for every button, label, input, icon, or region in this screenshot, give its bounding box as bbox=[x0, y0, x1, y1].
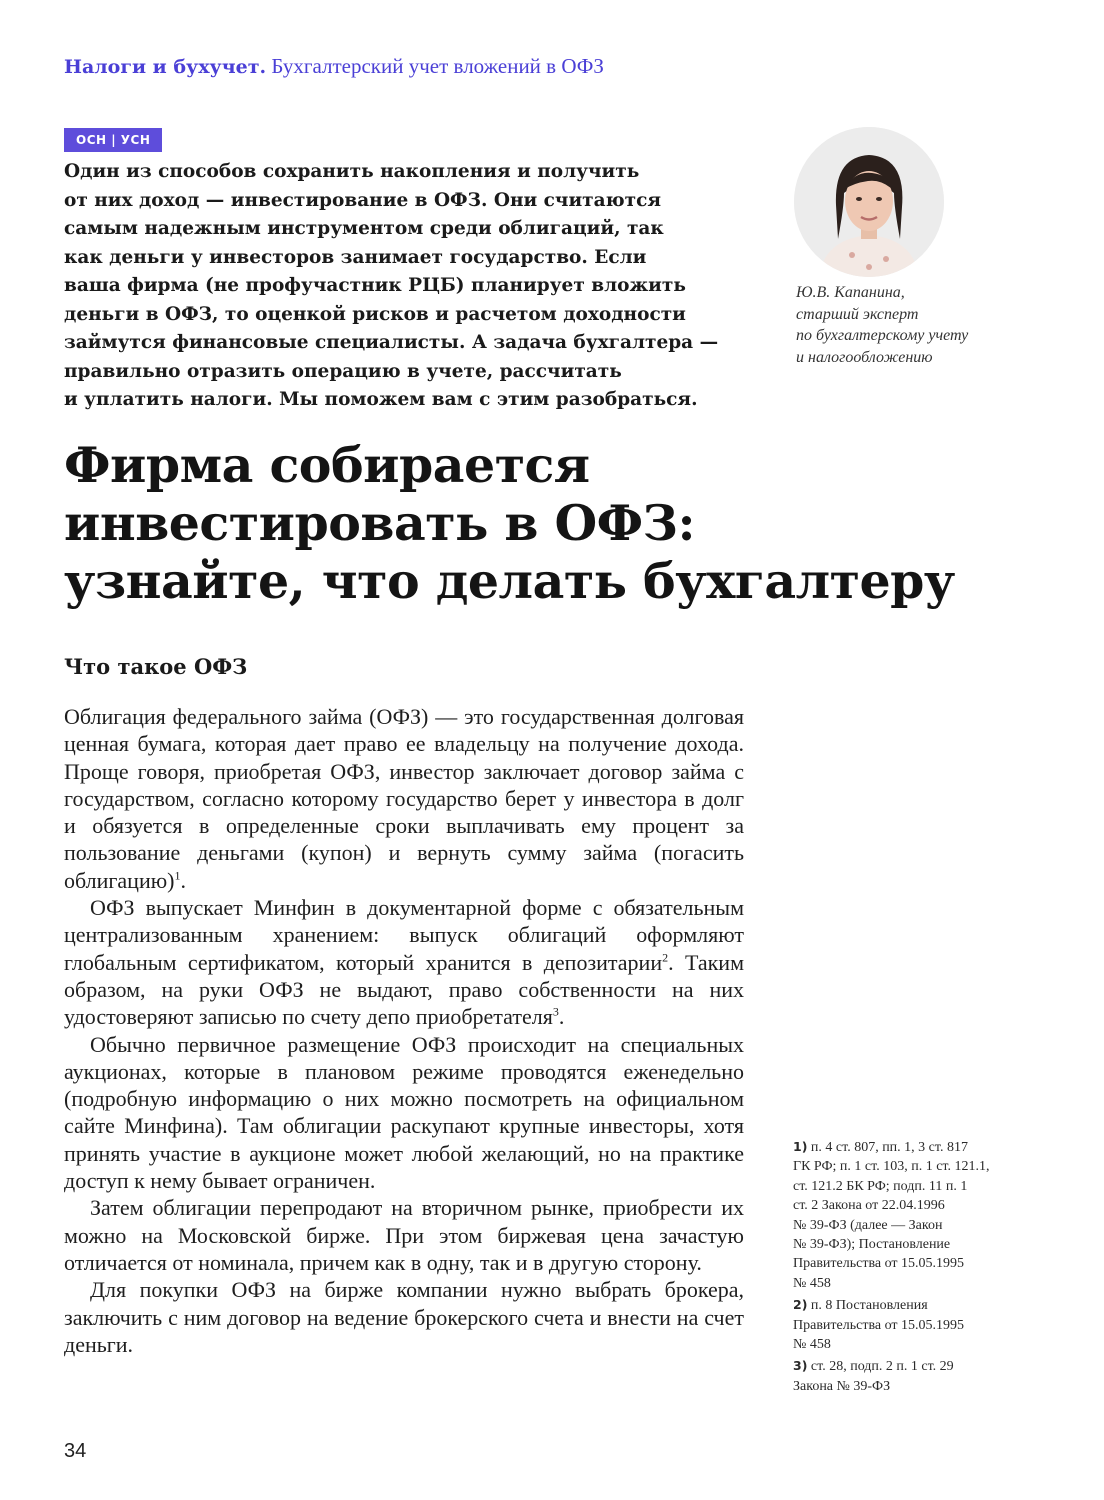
body-paragraph: Затем облигации перепродают на вторичном рынке, приобрести их можно на Московской бирже. При этом биржевая цена зачастую отличается от номинала, причем как в одну, так и в другую сторону. bbox=[64, 1195, 744, 1275]
article-body bbox=[64, 703, 744, 1358]
lead-line: как деньги у инвесторов занимает государство. Если bbox=[64, 246, 647, 268]
footnote-line: Правительства от 15.05.1995 bbox=[793, 1317, 965, 1333]
footnote-line: ГК РФ; п. 1 ст. 103, п. 1 ст. 121.1, bbox=[793, 1159, 990, 1175]
header-section: Налоги и бухучет. bbox=[64, 56, 267, 78]
article-title bbox=[64, 436, 964, 610]
footnote-number: 3) bbox=[793, 1358, 808, 1374]
title-line: Фирма собирается bbox=[64, 436, 590, 494]
footnote bbox=[793, 1356, 1033, 1396]
lead-line: самым надежным инструментом среди облигаций, так bbox=[64, 218, 664, 239]
lead-line: ваша фирма (не профучастник РЦБ) планирует вложить bbox=[64, 275, 686, 296]
author-role: старший эксперт bbox=[796, 305, 919, 323]
body-paragraph bbox=[64, 703, 744, 894]
author-portrait-icon bbox=[794, 127, 944, 277]
author-role: по бухгалтерскому учету bbox=[796, 327, 969, 344]
lead-line: правильно отразить операцию в учете, рассчитать bbox=[64, 360, 622, 382]
paragraph-text: . bbox=[558, 1004, 565, 1030]
footnote-text: п. 8 Постановления bbox=[810, 1298, 928, 1314]
author-photo bbox=[794, 127, 944, 277]
lead-line: от них доход — инвестирование в ОФЗ. Они считаются bbox=[64, 189, 661, 211]
lead-line: Один из способов сохранить накопления и получить bbox=[64, 161, 640, 182]
lead-line: деньги в ОФЗ, то оценкой рисков и расчетом доходности bbox=[64, 303, 686, 325]
section-heading: Что такое ОФЗ bbox=[64, 654, 248, 679]
footnotes bbox=[793, 1137, 1033, 1398]
footnote-ref[interactable]: 1 bbox=[174, 868, 181, 883]
body-paragraph: Обычно первичное размещение ОФЗ происходит на специальных аукционах, которые в плановом режиме проводятся еженедельно (подробную информацию о них можно посмотреть на официальном сайте Минфина). Там облигации раскупают крупные инвесторы, хотя принять участие в аукционе может любой желающий, но на практике доступ к нему бывает ограничен. bbox=[64, 1031, 744, 1194]
paragraph-text: . Таким образом, на руки ОФЗ не выдают, право собственности на них удостоверяют записью по счету депо приобретателя bbox=[64, 949, 744, 1030]
page-number: 34 bbox=[64, 1440, 87, 1462]
title-line: узнайте, что делать бухгалтеру bbox=[64, 552, 955, 610]
footnote-line bbox=[793, 1356, 1033, 1376]
paragraph-text: . bbox=[180, 867, 186, 893]
lead-line: займутся финансовые специалисты. А задача бухгалтера — bbox=[64, 332, 719, 353]
footnote bbox=[793, 1295, 1033, 1354]
tax-regime-badge: ОСН | УСН bbox=[64, 128, 162, 152]
footnote-number: 1) bbox=[793, 1139, 808, 1154]
footnote-line: ст. 121.2 БК РФ; подп. 11 п. 1 bbox=[793, 1178, 968, 1194]
paragraph-text: Облигация федерального займа (ОФЗ) — это государственная долговая ценная бумага, которая дает право ее владельцу на получение дохода. Проще говоря, приобретая ОФЗ, инвестор заключает договор займа с государством, согласно которому государство берет у инвестора в долг и обязуется в определенные сроки выплачивать ему процент за пользование деньгами (купон) и вернуть сумму займа (погасить облигацию) bbox=[64, 704, 744, 893]
author-name: Ю.В. Капанина, bbox=[796, 284, 905, 301]
header-article: Бухгалтерский учет вложений в ОФЗ bbox=[271, 54, 604, 78]
footnote-line: № 458 bbox=[793, 1337, 831, 1353]
footnote-line: № 39-ФЗ); Постановление bbox=[793, 1237, 951, 1253]
footnote-text: ст. 28, подп. 2 п. 1 ст. 29 bbox=[810, 1359, 954, 1375]
author-caption bbox=[796, 282, 1036, 368]
footnote-ref[interactable]: 2 bbox=[662, 950, 669, 965]
footnote bbox=[793, 1137, 1033, 1293]
footnote-line bbox=[793, 1137, 1033, 1157]
footnote-line bbox=[793, 1295, 1033, 1315]
lead-line: и уплатить налоги. Мы поможем вам с этим разобраться. bbox=[64, 389, 698, 410]
running-header bbox=[64, 54, 604, 79]
footnote-number: 2) bbox=[793, 1297, 808, 1313]
footnote-ref[interactable]: 3 bbox=[552, 1004, 559, 1019]
footnote-text: п. 4 ст. 807, пп. 1, 3 ст. 817 bbox=[810, 1140, 968, 1155]
title-line: инвестировать в ОФЗ: bbox=[64, 494, 696, 552]
footnote-line: Правительства от 15.05.1995 bbox=[793, 1256, 965, 1272]
body-paragraph bbox=[64, 894, 744, 1030]
footnote-line: Закона № 39-ФЗ bbox=[793, 1378, 891, 1394]
lead-paragraph bbox=[64, 158, 764, 415]
footnote-line: № 458 bbox=[793, 1275, 831, 1291]
footnote-line: ст. 2 Закона от 22.04.1996 bbox=[793, 1198, 945, 1214]
paragraph-text: ОФЗ выпускает Минфин в документарной форме с обязательным централизованным хранением: выпуск облигаций оформляют глобальным сертификатом, который хранится в депозитарии bbox=[64, 895, 744, 975]
body-paragraph: Для покупки ОФЗ на бирже компании нужно выбрать брокера, заключить с ним договор на ведение брокерского счета и внести на счет деньги. bbox=[64, 1277, 744, 1357]
author-role: и налогообложению bbox=[796, 348, 933, 366]
footnote-line: № 39-ФЗ (далее — Закон bbox=[793, 1217, 943, 1233]
